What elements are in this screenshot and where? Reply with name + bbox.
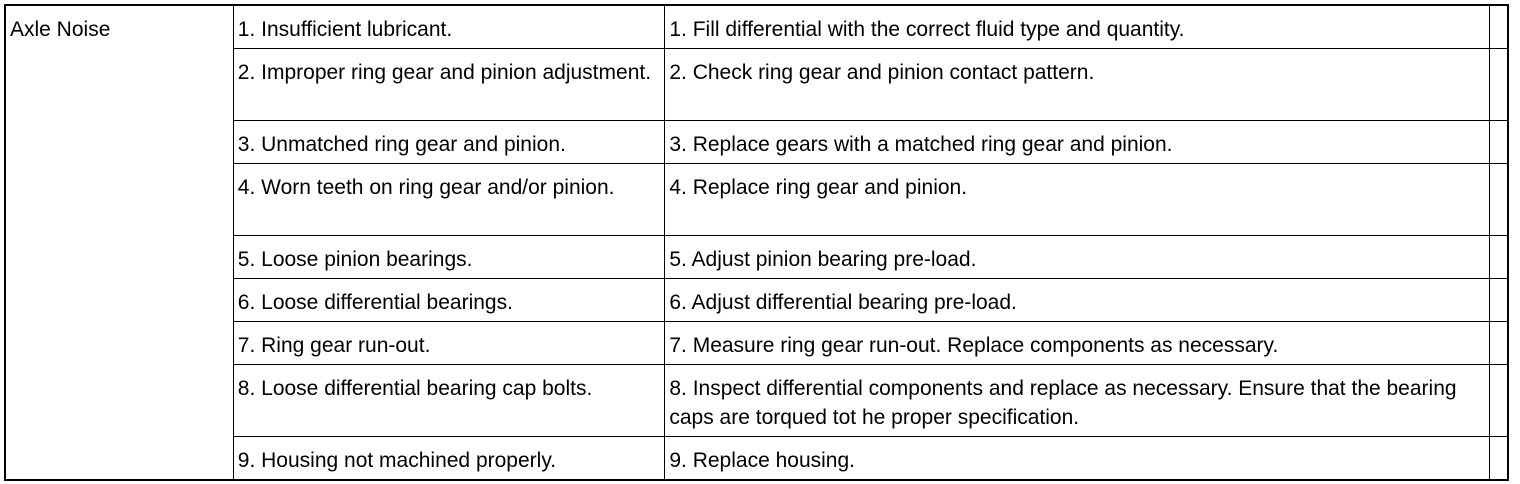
correction-cell: 5. Adjust pinion bearing pre-load. (665, 236, 1490, 279)
correction-cell: 9. Replace housing. (665, 437, 1490, 481)
blank-cell (1490, 236, 1508, 279)
correction-cell: 2. Check ring gear and pinion contact pattern. (665, 49, 1490, 121)
table-row (5, 5, 1508, 49)
cause-cell: 4. Worn teeth on ring gear and/or pinion. (233, 164, 665, 236)
cause-cell: 9. Housing not machined properly. (233, 437, 665, 481)
cause-cell: 2. Improper ring gear and pinion adjustment. (233, 49, 665, 121)
blank-cell (1490, 322, 1508, 365)
correction-cell: 8. Inspect differential components and replace as necessary. Ensure that the bearing caps are torqued tot he proper specification. (665, 365, 1490, 437)
correction-cell: 3. Replace gears with a matched ring gear and pinion. (665, 121, 1490, 164)
blank-cell (1490, 164, 1508, 236)
cause-cell: 3. Unmatched ring gear and pinion. (233, 121, 665, 164)
correction-cell: 4. Replace ring gear and pinion. (665, 164, 1490, 236)
cause-cell: 7. Ring gear run-out. (233, 322, 665, 365)
diagnosis-table-container (4, 4, 1509, 481)
blank-cell (1490, 437, 1508, 481)
blank-cell (1490, 49, 1508, 121)
correction-cell: 7. Measure ring gear run-out. Replace components as necessary. (665, 322, 1490, 365)
blank-cell (1490, 5, 1508, 49)
diagnosis-table (4, 4, 1509, 481)
cause-cell: 5. Loose pinion bearings. (233, 236, 665, 279)
cause-cell: 1. Insufficient lubricant. (233, 5, 665, 49)
cause-cell: 6. Loose differential bearings. (233, 279, 665, 322)
cause-cell: 8. Loose differential bearing cap bolts. (233, 365, 665, 437)
blank-cell (1490, 121, 1508, 164)
blank-cell (1490, 365, 1508, 437)
blank-cell (1490, 279, 1508, 322)
correction-cell: 6. Adjust differential bearing pre-load. (665, 279, 1490, 322)
correction-cell: 1. Fill differential with the correct fluid type and quantity. (665, 5, 1490, 49)
symptom-cell: Axle Noise (5, 5, 233, 480)
